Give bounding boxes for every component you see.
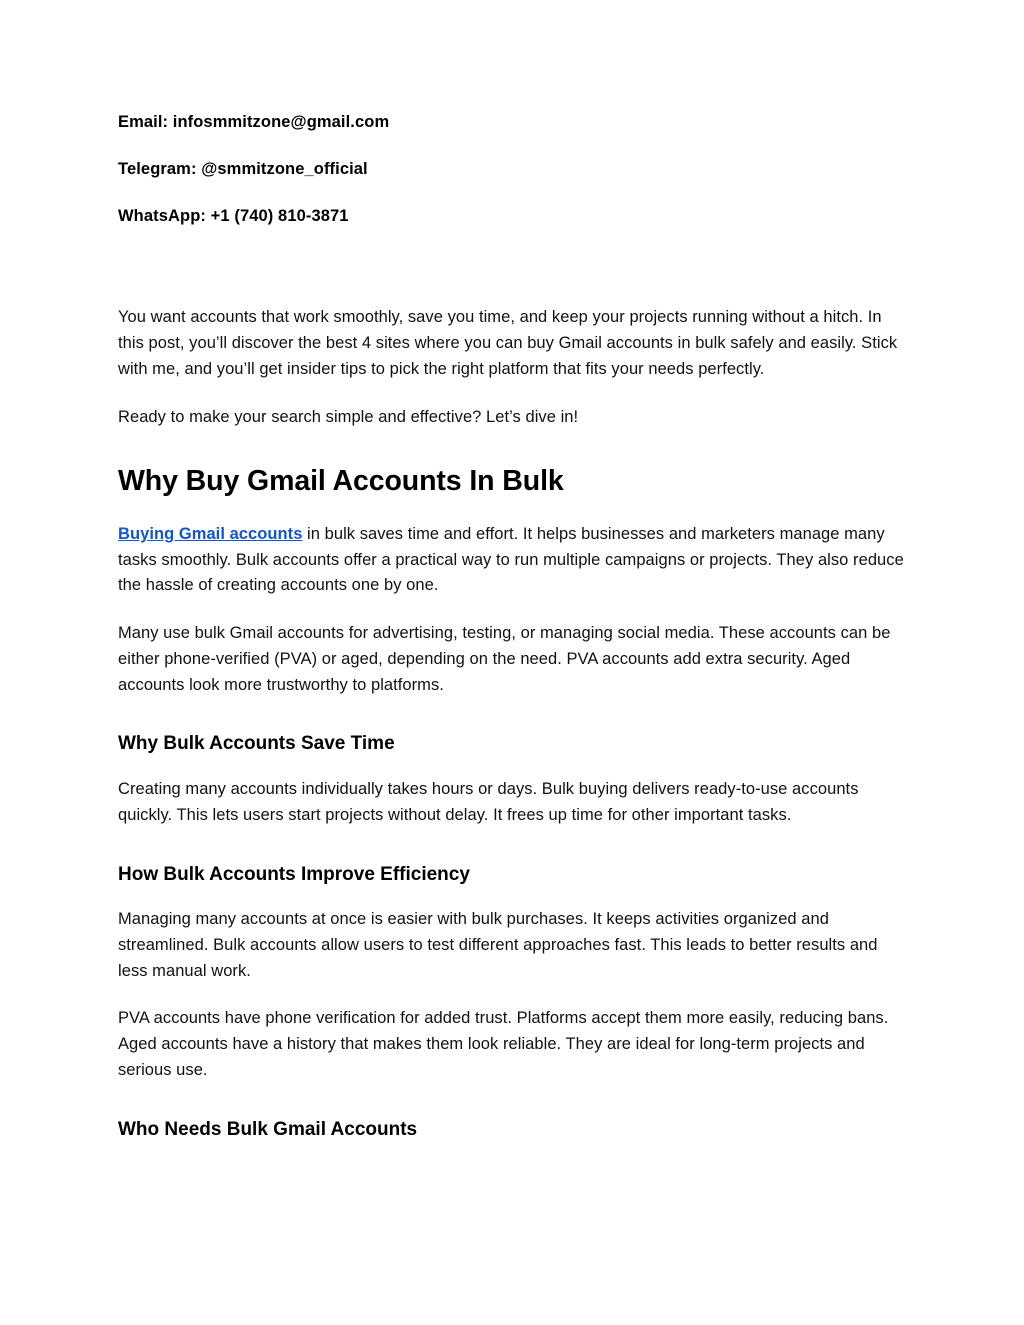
buying-gmail-accounts-link[interactable]: Buying Gmail accounts [118, 524, 303, 543]
subheading-why-bulk-accounts-save-time: Why Bulk Accounts Save Time [118, 733, 395, 755]
section1-paragraph-1-rest: in bulk saves time and effort. It helps businesses and marketers manage many tasks smoothly. Bulk accounts offer a practical way to run multiple campaigns or projects. They also reduce the hassle of creating accounts one by one. [118, 524, 904, 595]
subsection1-paragraph: Creating many accounts individually takes hours or days. Bulk buying delivers ready-to-use accounts quickly. This lets users start projects without delay. It frees up time for other important tasks. [118, 780, 859, 824]
contact-email: Email: infosmmitzone@gmail.com [118, 113, 390, 131]
subheading-who-needs-bulk-gmail-accounts: Who Needs Bulk Gmail Accounts [118, 1118, 418, 1140]
subsection2-paragraph-2: PVA accounts have phone verification for added trust. Platforms accept them more easily, reducing bans. Aged accounts have a history that makes them look reliable. They are ideal for long-term projects and serious use. [118, 1009, 889, 1079]
section1-paragraph-2: Many use bulk Gmail accounts for advertising, testing, or managing social media. These accounts can be either phone-verified (PVA) or aged, depending on the need. PVA accounts add extra security. Aged accounts look more trustworthy to platforms. [118, 624, 891, 694]
subsection2-paragraph-1: Managing many accounts at once is easier with bulk purchases. It keeps activities organized and streamlined. Bulk accounts allow users to test different approaches fast. This leads to better results and less manual work. [118, 910, 878, 980]
subheading-how-bulk-accounts-improve-efficiency: How Bulk Accounts Improve Efficiency [118, 863, 470, 885]
section1-paragraph-1 [118, 522, 906, 599]
contact-block [118, 112, 906, 227]
section-heading-why-buy: Why Buy Gmail Accounts In Bulk [118, 465, 564, 498]
intro-paragraph-2: Ready to make your search simple and effective? Let’s dive in! [118, 407, 579, 426]
section-spacer [118, 253, 906, 305]
intro-paragraph-1: You want accounts that work smoothly, save you time, and keep your projects running without a hitch. In this post, you’ll discover the best 4 sites where you can buy Gmail accounts in bulk safely and easily. Stick with me, and you’ll get insider tips to pick the right platform that fits your needs perfectly. [118, 308, 898, 378]
contact-telegram: Telegram: @smmitzone_official [118, 160, 368, 179]
contact-whatsapp: WhatsApp: +1 (740) 810-3871 [118, 207, 349, 226]
